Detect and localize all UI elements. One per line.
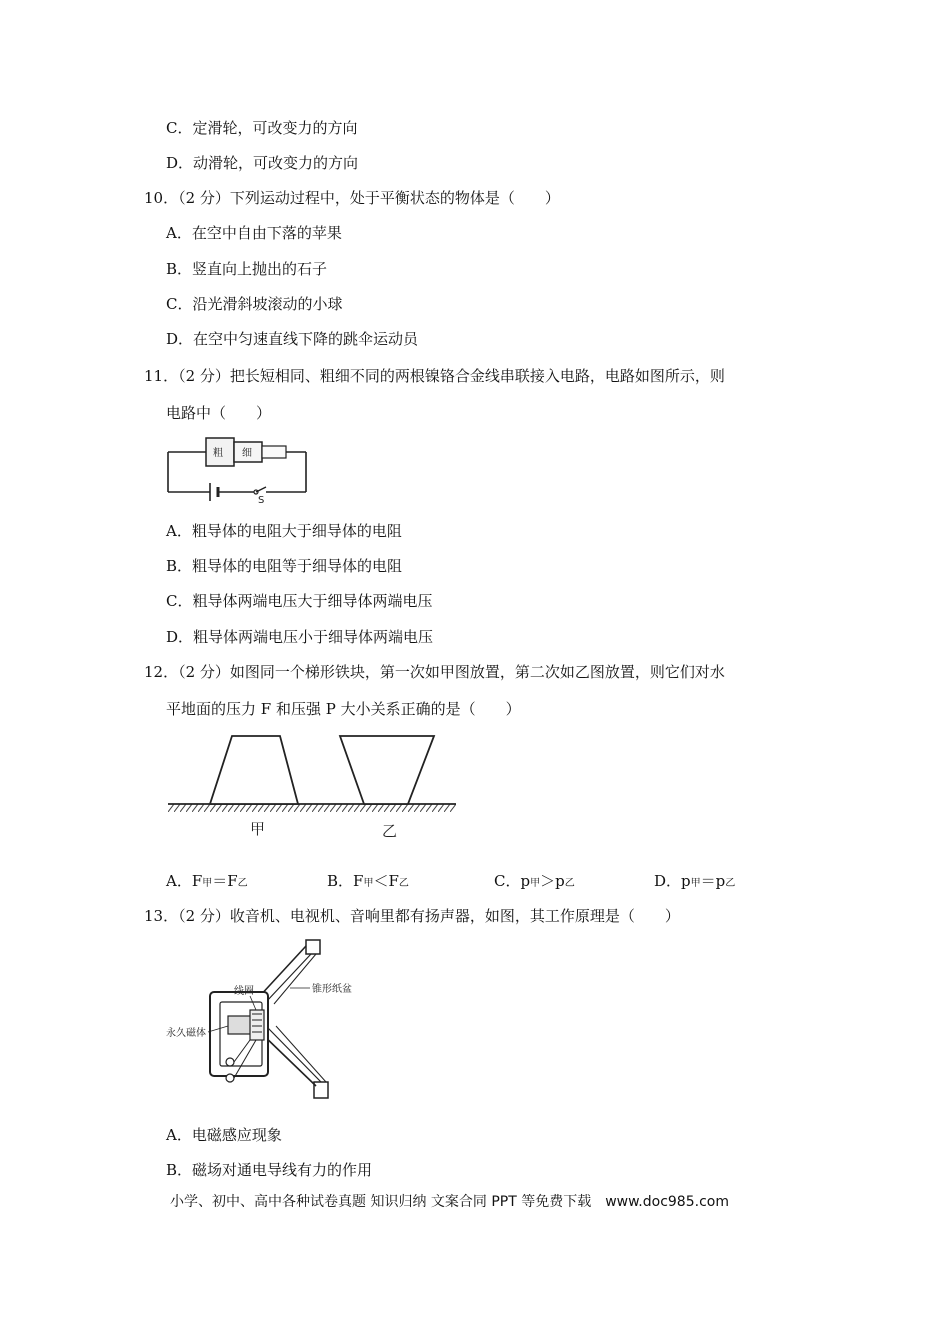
q11-option-a: A．粗导体的电阻大于细导体的电阻	[166, 522, 402, 540]
q13-speaker-diagram	[166, 936, 362, 1106]
q12-option-c: C．p甲＞p乙	[494, 872, 575, 890]
q11-option-c: C．粗导体两端电压大于细导体两端电压	[166, 592, 433, 610]
q10-stem: 10．（2 分）下列运动过程中，处于平衡状态的物体是（ ）	[144, 189, 560, 207]
q12-stem-line1: 12．（2 分）如图同一个梯形铁块，第一次如甲图放置，第二次如乙图放置，则它们对水	[144, 663, 725, 681]
q12-stem-line2: 平地面的压力 F 和压强 P 大小关系正确的是（ ）	[166, 700, 521, 718]
q10-option-d: D．在空中匀速直线下降的跳伞运动员	[166, 330, 419, 348]
q11-stem-line2: 电路中（ ）	[166, 404, 272, 422]
coil-label: 线圈	[234, 986, 254, 997]
q13-stem: 13．（2 分）收音机、电视机、音响里都有扬声器，如图，其工作原理是（ ）	[144, 907, 680, 925]
terminal-bottom	[226, 1074, 234, 1082]
page-footer: 小学、初中、高中各种试卷真题 知识归纳 文案合同 PPT 等免费下载 www.doc985.com	[170, 1194, 729, 1210]
q11-option-b: B．粗导体的电阻等于细导体的电阻	[166, 557, 403, 575]
terminal-top	[226, 1058, 234, 1066]
q12-option-d: D．p甲＝p乙	[654, 872, 736, 890]
q13-option-a: A．电磁感应现象	[166, 1126, 282, 1144]
q12-option-b: B．F甲＜F乙	[327, 872, 409, 890]
switch-label: S	[258, 495, 265, 504]
q11-circuit-diagram	[166, 434, 310, 504]
q10-option-c: C．沿光滑斜坡滚动的小球	[166, 295, 343, 313]
q11-option-d: D．粗导体两端电压小于细导体两端电压	[166, 628, 434, 646]
trapezoid-jia	[210, 736, 298, 804]
cone-label: 锥形纸盆	[312, 984, 352, 995]
ground-hatching	[168, 804, 456, 812]
q13-option-b: B．磁场对通电导线有力的作用	[166, 1161, 373, 1179]
q10-option-b: B．竖直向上抛出的石子	[166, 260, 328, 278]
q9-option-c: C．定滑轮，可改变力的方向	[166, 119, 358, 137]
label-yi: 乙	[382, 822, 398, 840]
q12-trapezoid-diagram	[168, 732, 458, 842]
q12-option-a: A．F甲＝F乙	[166, 872, 248, 890]
label-jia: 甲	[250, 820, 266, 838]
q9-option-d: D．动滑轮，可改变力的方向	[166, 154, 359, 172]
magnet-label: 永久磁体	[166, 1028, 206, 1039]
trapezoid-yi	[340, 736, 434, 804]
q11-stem-line1: 11．（2 分）把长短相同、粗细不同的两根镍铬合金线串联接入电路，电路如图所示，则	[144, 367, 725, 385]
thick-conductor-label: 粗	[213, 448, 223, 459]
thin-conductor-label: 细	[242, 448, 252, 459]
q10-option-a: A．在空中自由下落的苹果	[166, 224, 342, 242]
